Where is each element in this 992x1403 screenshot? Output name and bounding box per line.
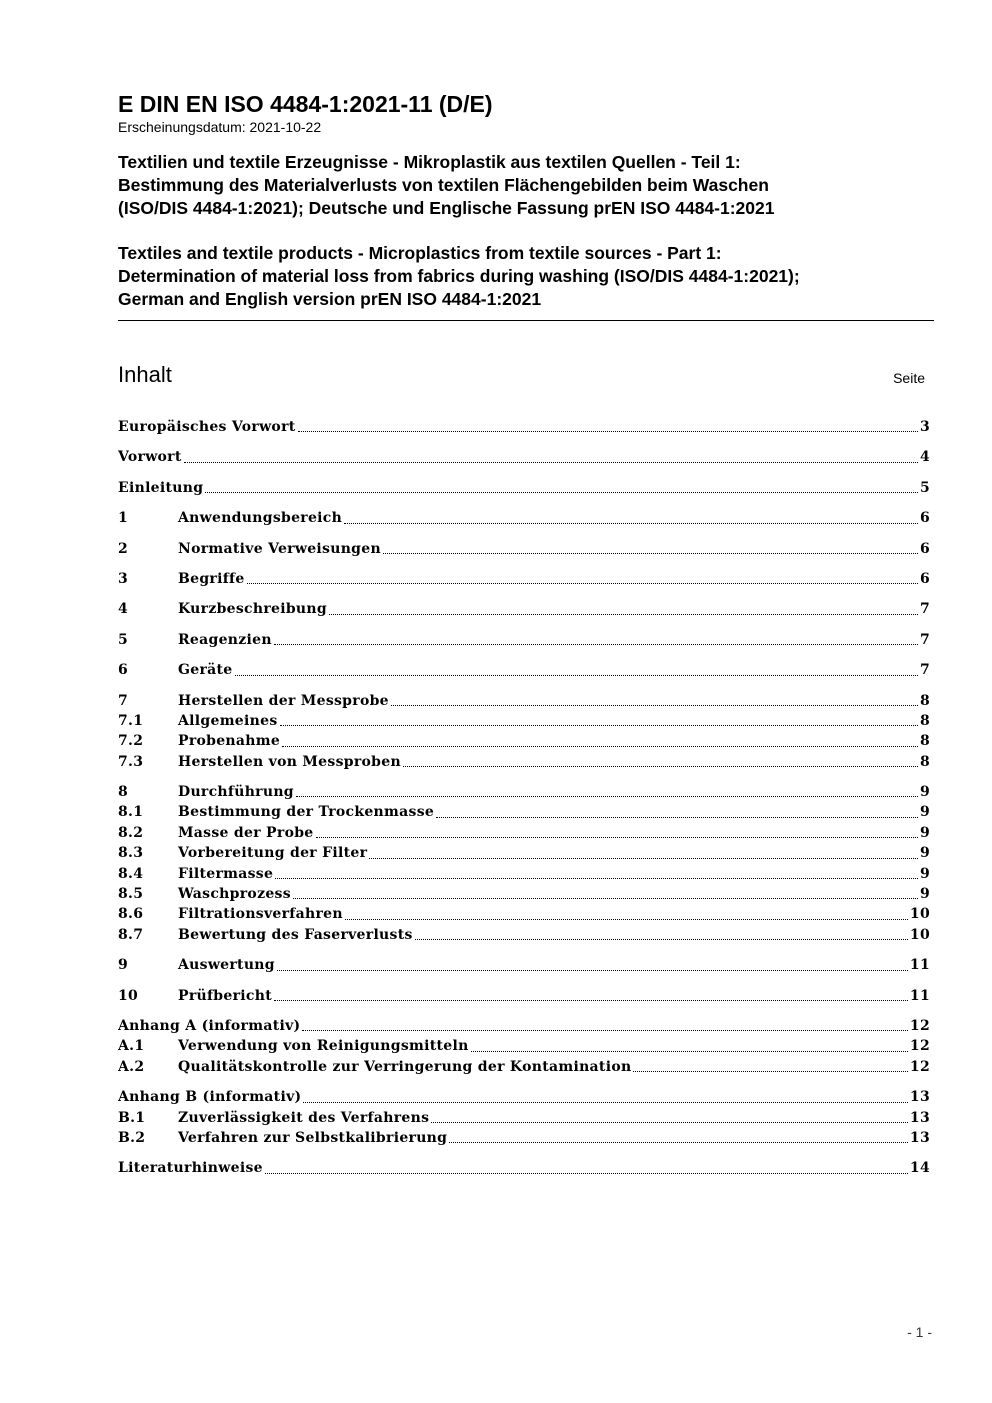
toc-entry[interactable] [118,1128,930,1148]
toc-entry-page: 11 [909,957,930,974]
toc-entry-page: 9 [919,845,930,862]
toc-entry[interactable] [118,986,930,1006]
toc-entry-number: 8.1 [118,804,144,821]
toc-entry-page: 9 [919,886,930,903]
toc-entry[interactable] [118,864,930,884]
toc-dot-leader [274,1000,908,1001]
toc-entry-number: 8.7 [118,926,144,943]
toc-entry-page: 6 [919,510,930,527]
toc-entry-label: Bewertung des Faserverlusts [178,926,413,943]
toc-entry-label: Vorwort [118,449,182,466]
toc-entry-page: 8 [919,733,930,750]
toc-entry-number: 7.1 [118,712,144,729]
toc-entry-number: 8 [118,784,129,801]
toc-entry-page: 12 [909,1038,930,1055]
toc-entry[interactable] [118,843,930,863]
toc-entry-label: Europäisches Vorwort [118,419,296,435]
toc-entry-page: 13 [909,1109,930,1126]
toc-entry-page: 9 [919,784,930,801]
toc-entry[interactable] [118,630,930,650]
toc-entry-label: Prüfbericht [178,987,272,1004]
toc-dot-leader [431,1122,908,1123]
german-title-line: Textilien und textile Erzeugnisse - Mikroplastik aus textilen Quellen - Teil 1: [118,152,741,172]
toc-entry-page: 14 [909,1160,930,1177]
toc-entry[interactable] [118,478,930,498]
toc-entry-label: Probenahme [178,733,281,750]
toc-entry-number: 8.3 [118,845,144,862]
toc-dot-leader [403,766,918,767]
toc-dot-leader [235,675,918,676]
toc-entry[interactable] [118,782,930,802]
toc-entry-page: 7 [919,631,930,648]
toc-entry-page: 7 [919,601,930,618]
toc-entry[interactable] [118,447,930,467]
toc-entry-number: 5 [118,631,129,648]
toc-entry-label: Anhang B (informativ) [118,1089,302,1106]
toc-dot-leader [293,898,918,899]
toc-entry[interactable] [118,904,930,924]
toc-entry-number: 8.2 [118,824,144,841]
toc-dot-leader [633,1071,907,1072]
toc-dot-leader [369,858,918,859]
toc-entry-number: 4 [118,601,129,618]
toc-entry[interactable] [118,884,930,904]
english-title-line: German and English version prEN ISO 4484-1:2021 [118,289,542,309]
toc-entry-number: 3 [118,570,129,587]
header-divider [118,320,934,321]
toc-dot-leader [277,970,908,971]
toc-dot-leader [383,553,918,554]
toc-entry-label: Begriffe [178,570,245,587]
english-title [118,242,934,311]
toc-dot-leader [344,523,918,524]
toc-entry[interactable] [118,1108,930,1128]
page-number: - 1 - [907,1324,932,1340]
toc-entry-page: 9 [919,804,930,821]
toc-dot-leader [298,431,918,432]
german-title-line: (ISO/DIS 4484-1:2021); Deutsche und Englische Fassung prEN ISO 4484-1:2021 [118,198,775,218]
toc-entry[interactable] [118,417,930,437]
toc-entry-page: 3 [919,419,930,435]
toc-entry-label: Reagenzien [178,631,272,648]
toc-entry-number: 8.4 [118,865,144,882]
toc-dot-leader [280,725,918,726]
toc-entry-label: Herstellen der Messprobe [178,692,389,709]
toc-entry[interactable] [118,1087,930,1107]
toc-entry[interactable] [118,1158,930,1178]
toc-dot-leader [316,837,918,838]
toc-entry[interactable] [118,539,930,559]
toc-entry-label: Zuverlässigkeit des Verfahrens [178,1109,430,1126]
toc-entry-label: Qualitätskontrolle zur Verringerung der Kontamination [178,1058,632,1075]
toc-entry-label: Allgemeines [178,712,278,729]
toc-entry-page: 13 [909,1089,930,1106]
toc-dot-leader [329,614,918,615]
toc-entry-page: 12 [909,1058,930,1075]
toc-title: Inhalt [118,362,172,387]
toc-entry-label: Verwendung von Reinigungsmitteln [178,1038,469,1055]
toc-entry-label: Durchführung [178,784,294,801]
toc-entry-number: 7 [118,692,129,709]
toc-entry-number: 8.5 [118,886,144,903]
document-header [118,90,934,311]
toc-entry-number: 10 [118,987,139,1004]
toc-entry-label: Geräte [178,662,233,679]
toc-entry[interactable] [118,1057,930,1077]
toc-entry-label: Waschprozess [178,886,291,903]
toc-entry-page: 9 [919,865,930,882]
toc-entry[interactable] [118,925,930,945]
toc-entry-page: 8 [919,692,930,709]
toc-dot-leader [282,746,918,747]
toc-entry-page: 10 [909,906,930,923]
toc-entry-page: 9 [919,824,930,841]
toc-entry-number: 9 [118,957,129,974]
toc-dot-leader [275,878,918,879]
toc-entry-label: Masse der Probe [178,824,314,841]
toc-entry-number: 2 [118,540,129,557]
toc-entry-number: B.2 [118,1129,146,1146]
toc-dot-leader [436,817,918,818]
toc-entry[interactable] [118,711,930,731]
publication-date: Erscheinungsdatum: 2021-10-22 [118,119,322,135]
toc-entry-page: 7 [919,662,930,679]
toc-entry-label: Auswertung [178,957,275,974]
table-of-contents [118,417,930,1179]
english-title-line: Textiles and textile products - Microplastics from textile sources - Part 1: [118,243,722,263]
toc-entry[interactable] [118,660,930,680]
toc-entry[interactable] [118,1036,930,1056]
toc-dot-leader [302,1030,907,1031]
toc-entry[interactable] [118,599,930,619]
toc-entry-label: Einleitung [118,479,204,496]
toc-entry[interactable] [118,508,930,528]
toc-entry-label: Anwendungsbereich [178,510,343,527]
toc-entry-page: 11 [909,987,930,1004]
toc-dot-leader [449,1142,908,1143]
toc-dot-leader [296,796,918,797]
toc-entry-page: 5 [919,479,930,496]
toc-entry-page: 10 [909,926,930,943]
toc-entry-number: 1 [118,510,129,527]
toc-entry-label: Verfahren zur Selbstkalibrierung [178,1129,448,1146]
toc-entry[interactable] [118,569,930,589]
toc-entry-label: Herstellen von Messproben [178,753,401,770]
toc-entry[interactable] [118,955,930,975]
toc-dot-leader [247,583,918,584]
toc-entry[interactable] [118,691,930,711]
toc-dot-leader [184,462,918,463]
toc-entry-page: 4 [919,449,930,466]
toc-entry-label: Literaturhinweise [118,1160,263,1177]
toc-entry-number: 7.3 [118,753,144,770]
toc-entry-label: Anhang A (informativ) [118,1017,301,1034]
toc-entry[interactable] [118,752,930,772]
toc-entry-label: Normative Verweisungen [178,540,381,557]
page-column-label: Seite [893,370,925,386]
toc-entry[interactable] [118,802,930,822]
toc-dot-leader [471,1051,908,1052]
toc-header [118,361,928,391]
toc-dot-leader [274,644,918,645]
german-title [118,151,934,220]
toc-entry-number: A.1 [118,1038,145,1055]
toc-entry[interactable] [118,731,930,751]
toc-dot-leader [391,705,918,706]
toc-entry-page: 8 [919,753,930,770]
toc-entry-page: 8 [919,712,930,729]
toc-entry-number: A.2 [118,1058,145,1075]
toc-dot-leader [303,1102,907,1103]
toc-entry-number: B.1 [118,1109,146,1126]
toc-dot-leader [205,492,918,493]
toc-entry[interactable] [118,823,930,843]
toc-dot-leader [345,919,908,920]
toc-entry-page: 12 [909,1017,930,1034]
toc-entry-label: Vorbereitung der Filter [178,845,368,862]
toc-entry-number: 7.2 [118,733,144,750]
toc-entry-page: 6 [919,570,930,587]
toc-entry-label: Filtrationsverfahren [178,906,343,923]
toc-dot-leader [265,1173,908,1174]
toc-entry-label: Kurzbeschreibung [178,601,327,618]
toc-dot-leader [415,939,908,940]
document-id: E DIN EN ISO 4484-1:2021-11 (D/E) [118,91,493,117]
german-title-line: Bestimmung des Materialverlusts von textilen Flächengebilden beim Waschen [118,175,769,195]
toc-entry-page: 6 [919,540,930,557]
toc-entry-label: Filtermasse [178,865,274,882]
toc-entry[interactable] [118,1016,930,1036]
english-title-line: Determination of material loss from fabrics during washing (ISO/DIS 4484-1:2021); [118,266,800,286]
toc-entry-label: Bestimmung der Trockenmasse [178,804,435,821]
toc-entry-number: 6 [118,662,129,679]
toc-entry-page: 13 [909,1129,930,1146]
toc-entry-number: 8.6 [118,906,144,923]
